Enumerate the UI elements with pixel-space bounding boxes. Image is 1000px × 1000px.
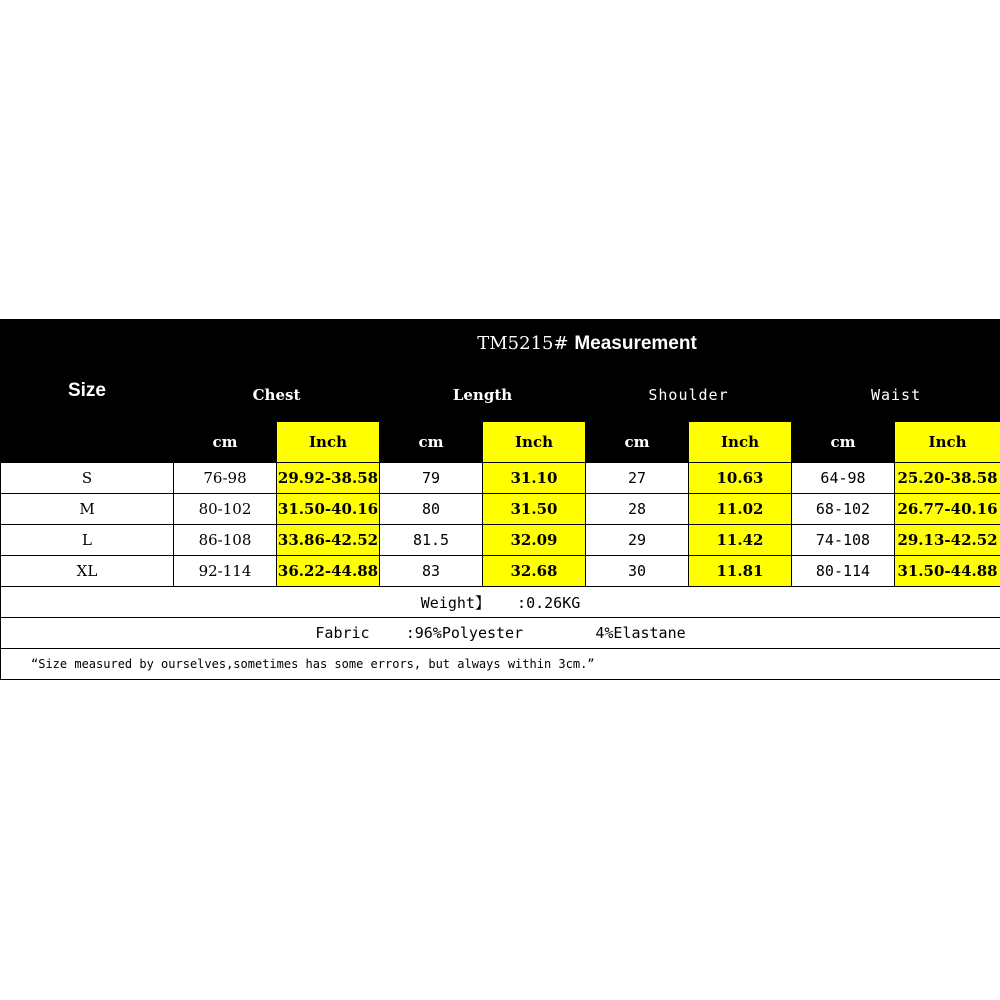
chest-cm-cell: 92-114 — [174, 556, 277, 587]
chest-cm-cell: 76-98 — [174, 463, 277, 494]
unit-inch: Inch — [689, 422, 792, 463]
unit-cm: cm — [792, 422, 895, 463]
length-inch-cell: 31.10 — [483, 463, 586, 494]
shoulder-cm-cell: 30 — [586, 556, 689, 587]
waist-inch-cell: 29.13-42.52 — [895, 525, 1000, 556]
length-inch-cell: 32.09 — [483, 525, 586, 556]
shoulder-inch-cell: 10.63 — [689, 463, 792, 494]
waist-inch-cell: 25.20-38.58 — [895, 463, 1000, 494]
shoulder-inch-cell: 11.81 — [689, 556, 792, 587]
chest-cm-cell: 80-102 — [174, 494, 277, 525]
chest-inch-cell: 33.86-42.52 — [277, 525, 380, 556]
table-row — [1, 525, 1000, 556]
shoulder-cm-cell: 27 — [586, 463, 689, 494]
group-waist: Waist — [792, 368, 1000, 422]
table-row — [1, 463, 1000, 494]
group-chest: Chest — [174, 368, 380, 422]
waist-cm-cell: 74-108 — [792, 525, 895, 556]
table-row — [1, 494, 1000, 525]
table-row — [1, 556, 1000, 587]
length-cm-cell: 80 — [380, 494, 483, 525]
unit-cm: cm — [586, 422, 689, 463]
fabric-row: Fabric :96%Polyester 4%Elastane — [1, 618, 1000, 649]
table-title — [174, 320, 1000, 368]
size-cell: M — [1, 494, 174, 525]
waist-cm-cell: 64-98 — [792, 463, 895, 494]
waist-inch-cell: 26.77-40.16 — [895, 494, 1000, 525]
chest-cm-cell: 86-108 — [174, 525, 277, 556]
group-shoulder: Shoulder — [586, 368, 792, 422]
length-inch-cell: 32.68 — [483, 556, 586, 587]
chest-inch-cell: 36.22-44.88 — [277, 556, 380, 587]
length-cm-cell: 79 — [380, 463, 483, 494]
unit-inch: Inch — [277, 422, 380, 463]
unit-cm: cm — [174, 422, 277, 463]
shoulder-cm-cell: 28 — [586, 494, 689, 525]
weight-row: Weight】 :0.26KG — [1, 587, 1000, 618]
chest-inch-cell: 31.50-40.16 — [277, 494, 380, 525]
length-inch-cell: 31.50 — [483, 494, 586, 525]
size-chart-table — [0, 319, 1000, 680]
length-cm-cell: 83 — [380, 556, 483, 587]
size-cell: XL — [1, 556, 174, 587]
waist-cm-cell: 68-102 — [792, 494, 895, 525]
group-length: Length — [380, 368, 586, 422]
size-header: Size — [1, 320, 174, 463]
unit-cm: cm — [380, 422, 483, 463]
shoulder-inch-cell: 11.02 — [689, 494, 792, 525]
title-word: Measurement — [574, 332, 697, 354]
size-cell: L — [1, 525, 174, 556]
length-cm-cell: 81.5 — [380, 525, 483, 556]
unit-inch: Inch — [483, 422, 586, 463]
shoulder-inch-cell: 11.42 — [689, 525, 792, 556]
waist-cm-cell: 80-114 — [792, 556, 895, 587]
unit-inch: Inch — [895, 422, 1000, 463]
waist-inch-cell: 31.50-44.88 — [895, 556, 1000, 587]
shoulder-cm-cell: 29 — [586, 525, 689, 556]
size-cell: S — [1, 463, 174, 494]
measurement-note: “Size measured by ourselves,sometimes has some errors, but always within 3cm.” — [1, 649, 1000, 680]
title-code: TM5215# — [477, 332, 569, 354]
chest-inch-cell: 29.92-38.58 — [277, 463, 380, 494]
